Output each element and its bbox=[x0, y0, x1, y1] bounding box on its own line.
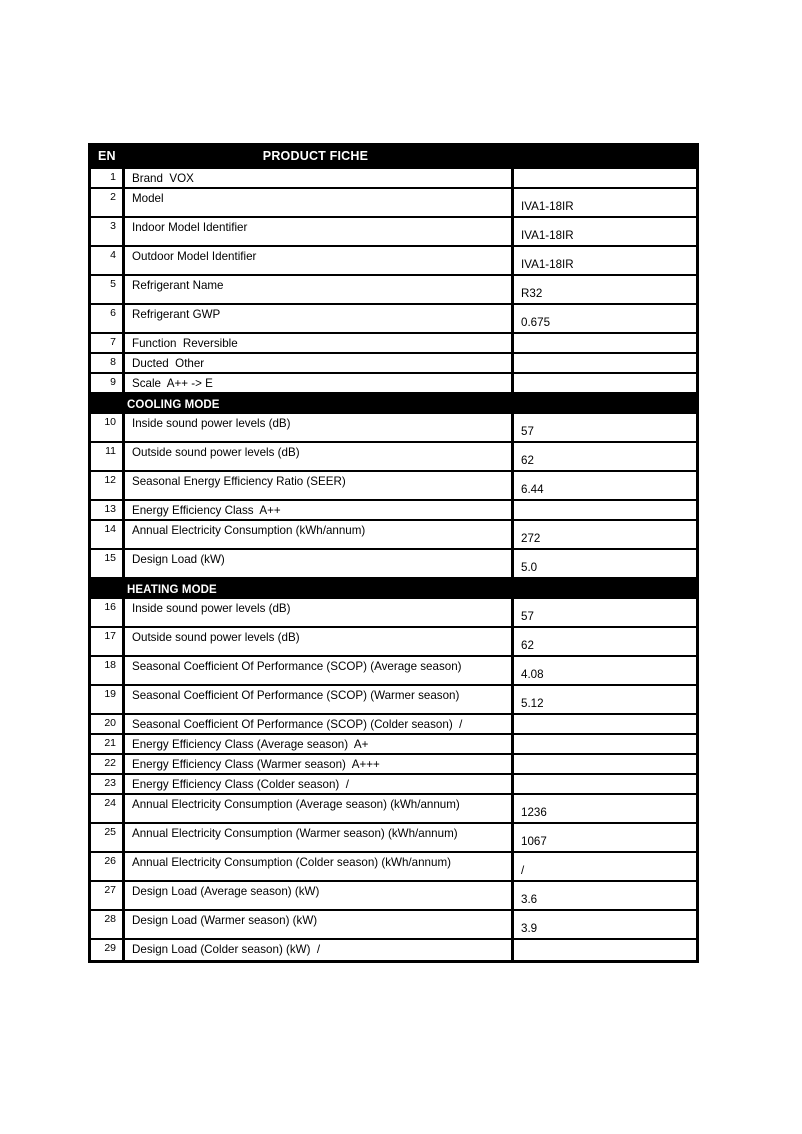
row-number: 10 bbox=[91, 414, 125, 441]
row-value bbox=[514, 755, 696, 773]
row-number: 17 bbox=[91, 628, 125, 655]
row-number: 21 bbox=[91, 735, 125, 753]
row-value bbox=[514, 354, 696, 372]
row-number: 27 bbox=[91, 882, 125, 909]
row-value bbox=[514, 374, 696, 392]
row-label: Annual Electricity Consumption (Average season) (kWh/annum) bbox=[125, 795, 514, 822]
table-row bbox=[91, 940, 696, 960]
row-number: 4 bbox=[91, 247, 125, 274]
row-value: 57 bbox=[521, 424, 534, 438]
table-row bbox=[91, 521, 696, 550]
table-row bbox=[91, 472, 696, 501]
row-number: 23 bbox=[91, 775, 125, 793]
row-label: Design Load (Colder season) (kW) / bbox=[125, 940, 514, 960]
row-label: Seasonal Energy Efficiency Ratio (SEER) bbox=[125, 472, 514, 499]
table-row bbox=[91, 374, 696, 394]
table-row bbox=[91, 218, 696, 247]
row-label: Energy Efficiency Class (Average season) A+ bbox=[125, 735, 514, 753]
row-label: Seasonal Coefficient Of Performance (SCOP) (Colder season) / bbox=[125, 715, 514, 733]
row-value: / bbox=[521, 863, 525, 877]
row-number: 2 bbox=[91, 189, 125, 216]
row-number: 3 bbox=[91, 218, 125, 245]
row-number: 20 bbox=[91, 715, 125, 733]
row-label: Function Reversible bbox=[125, 334, 514, 352]
row-value: 6.44 bbox=[521, 482, 544, 496]
row-label: Seasonal Coefficient Of Performance (SCOP) (Warmer season) bbox=[125, 686, 514, 713]
row-number: 7 bbox=[91, 334, 125, 352]
table-row bbox=[91, 189, 696, 218]
table-row bbox=[91, 628, 696, 657]
row-label: Inside sound power levels (dB) bbox=[125, 414, 514, 441]
row-value: IVA1-18IR bbox=[521, 199, 574, 213]
page-title: PRODUCT FICHE bbox=[262, 149, 369, 163]
row-label: Design Load (Average season) (kW) bbox=[125, 882, 514, 909]
table-row bbox=[91, 443, 696, 472]
row-label: Outdoor Model Identifier bbox=[125, 247, 514, 274]
row-number: 9 bbox=[91, 374, 125, 392]
row-value: 57 bbox=[521, 609, 534, 623]
table-row bbox=[91, 686, 696, 715]
row-number: 12 bbox=[91, 472, 125, 499]
table-row bbox=[91, 715, 696, 735]
row-value: 62 bbox=[521, 638, 534, 652]
table-row bbox=[91, 735, 696, 755]
table-row bbox=[91, 276, 696, 305]
row-value: IVA1-18IR bbox=[521, 257, 574, 271]
row-number: 6 bbox=[91, 305, 125, 332]
table-row bbox=[91, 169, 696, 189]
row-number: 13 bbox=[91, 501, 125, 519]
row-label: Scale A++ -> E bbox=[125, 374, 514, 392]
row-number: 11 bbox=[91, 443, 125, 470]
row-label: Refrigerant GWP bbox=[125, 305, 514, 332]
row-value bbox=[514, 715, 696, 733]
table-row bbox=[91, 882, 696, 911]
row-value: 4.08 bbox=[521, 667, 544, 681]
row-number: 1 bbox=[91, 169, 125, 187]
row-number: 5 bbox=[91, 276, 125, 303]
row-value: 5.12 bbox=[521, 696, 544, 710]
table-row bbox=[91, 755, 696, 775]
row-label: Energy Efficiency Class (Colder season) / bbox=[125, 775, 514, 793]
row-number: 14 bbox=[91, 521, 125, 548]
row-label: Model bbox=[125, 189, 514, 216]
table-row bbox=[91, 911, 696, 940]
table-row bbox=[91, 247, 696, 276]
row-number: 26 bbox=[91, 853, 125, 880]
row-value: 272 bbox=[521, 531, 541, 545]
row-value bbox=[514, 334, 696, 352]
table-row bbox=[91, 354, 696, 374]
row-number: 24 bbox=[91, 795, 125, 822]
row-value bbox=[514, 501, 696, 519]
row-value bbox=[514, 775, 696, 793]
row-number: 18 bbox=[91, 657, 125, 684]
row-value bbox=[514, 940, 696, 960]
table-row bbox=[91, 334, 696, 354]
row-label: Indoor Model Identifier bbox=[125, 218, 514, 245]
row-value: 62 bbox=[521, 453, 534, 467]
row-label: Brand VOX bbox=[125, 169, 514, 187]
row-label: Design Load (kW) bbox=[125, 550, 514, 577]
table-row bbox=[91, 305, 696, 334]
row-label: Outside sound power levels (dB) bbox=[125, 628, 514, 655]
row-value: IVA1-18IR bbox=[521, 228, 574, 242]
row-number: 29 bbox=[91, 940, 125, 960]
section-header-cooling-mode: COOLING MODE bbox=[91, 394, 696, 414]
row-label: Seasonal Coefficient Of Performance (SCOP) (Average season) bbox=[125, 657, 514, 684]
row-value bbox=[514, 735, 696, 753]
table-row bbox=[91, 795, 696, 824]
table-row bbox=[91, 775, 696, 795]
row-label: Annual Electricity Consumption (Colder season) (kWh/annum) bbox=[125, 853, 514, 880]
table-body bbox=[91, 169, 696, 960]
row-number: 19 bbox=[91, 686, 125, 713]
product-fiche-table bbox=[88, 143, 699, 963]
row-label: Energy Efficiency Class A++ bbox=[125, 501, 514, 519]
row-value: 1236 bbox=[521, 805, 547, 819]
row-value: 3.6 bbox=[521, 892, 538, 906]
row-number: 8 bbox=[91, 354, 125, 372]
row-label: Ducted Other bbox=[125, 354, 514, 372]
row-label: Annual Electricity Consumption (Warmer season) (kWh/annum) bbox=[125, 824, 514, 851]
table-row bbox=[91, 550, 696, 579]
row-label: Outside sound power levels (dB) bbox=[125, 443, 514, 470]
row-number: 15 bbox=[91, 550, 125, 577]
row-label: Energy Efficiency Class (Warmer season) A+++ bbox=[125, 755, 514, 773]
table-row bbox=[91, 824, 696, 853]
row-label: Design Load (Warmer season) (kW) bbox=[125, 911, 514, 938]
language-label: EN bbox=[98, 149, 116, 163]
row-number: 25 bbox=[91, 824, 125, 851]
row-number: 22 bbox=[91, 755, 125, 773]
row-label: Annual Electricity Consumption (kWh/annum) bbox=[125, 521, 514, 548]
row-number: 28 bbox=[91, 911, 125, 938]
row-label: Inside sound power levels (dB) bbox=[125, 599, 514, 626]
table-row bbox=[91, 599, 696, 628]
row-value: 1067 bbox=[521, 834, 547, 848]
table-row bbox=[91, 853, 696, 882]
table-header-bar bbox=[91, 143, 696, 169]
row-value: R32 bbox=[521, 286, 543, 300]
row-value: 3.9 bbox=[521, 921, 538, 935]
row-label: Refrigerant Name bbox=[125, 276, 514, 303]
section-header-heating-mode: HEATING MODE bbox=[91, 579, 696, 599]
table-row bbox=[91, 414, 696, 443]
row-value: 5.0 bbox=[521, 560, 538, 574]
row-value bbox=[514, 169, 696, 187]
row-value: 0.675 bbox=[521, 315, 551, 329]
table-row bbox=[91, 501, 696, 521]
row-number: 16 bbox=[91, 599, 125, 626]
table-row bbox=[91, 657, 696, 686]
